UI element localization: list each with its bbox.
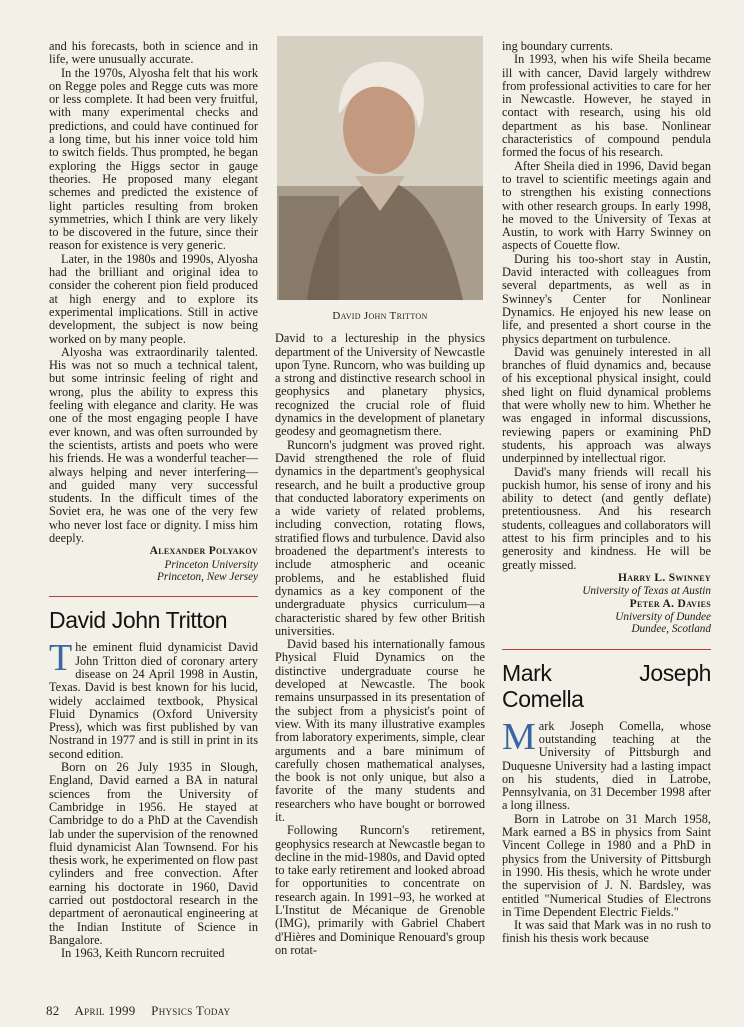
- page-footer: [46, 1003, 242, 1019]
- lead-text: ark Joseph Comella, whose outstanding teaching at the University of Pittsburgh and Duquesne University had a lasting impact on his students, died in Latrobe, Pennsylvania, on 31 December 1998 after a long illness.: [502, 718, 711, 813]
- paragraph: In 1963, Keith Runcorn recruited: [61, 946, 225, 961]
- obituary-title: David John Tritton: [49, 607, 228, 634]
- paragraph: Alyosha was extraordinarily talented. His was not so much a technical talent, but some intrinsic feeling of right and wrong, plus the ability to express this feeling with elegance and clarity. He was one of the most engaging people I have ever known, and was often surrounded by the scientists, artists and poets who were his friends. He was a wonderful teacher—always helping and never interfering—and guided many very successful students. In the difficult times of the Soviet era, he was one of the very few who never lost face or dignity. I miss him deeply.: [49, 344, 258, 545]
- paragraph: David's many friends will recall his puckish humor, his sense of irony and his ability to detect (and gently deflate) pretentiousness. And his research students, colleagues and collaborators will attest to his firm principles and to his generosity and kindness. He will be greatly missed.: [502, 464, 711, 572]
- lead-paragraph: [49, 637, 258, 761]
- obituary-title: Mark Joseph Comella: [502, 659, 711, 712]
- paragraph: In 1993, when his wife Sheila became ill with cancer, David largely withdrew from professional activities to care for her in Newcastle. However, he stayed in contact with research, using his old department as his base. Nonlinear characteristics of compound pendula formed the focus of his research.: [502, 52, 711, 160]
- paragraph: After Sheila died in 1996, David began to travel to scientific meetings again and to strengthen his existing connections with other research groups. In early 1998, he moved to the University of Texas at Austin, to work with Harry Swinney on aspects of Couette flow.: [502, 158, 711, 253]
- signature-location: Dundee, Scotland: [631, 623, 711, 636]
- paragraph: David to a lectureship in the physics department of the University of Newcastle upon Tyne. Runcorn, who was building up a strong and distinctive research school in geophysics and planetary physics, recognized the crucial role of fluid dynamics in the development of planetary geodesy and geomagnetism there.: [275, 331, 485, 439]
- paragraph: Born in Latrobe on 31 March 1958, Mark earned a BS in physics from Saint Vincent College in 1980 and a PhD in physics from the University of Pittsburgh in 1990. His thesis, which he wrote under the supervision of J. N. Bardsley, was entitled "Numerical Studies of Electrons in Time Dependent Electric Fields.": [502, 811, 711, 919]
- paragraph: David based his internationally famous Physical Fluid Dynamics on the distinctive undergraduate course he developed at Newcastle. The book remains unsurpassed in its presentation of the subject from a physicist's point of view. With its many illustrative examples from laboratory experiments, simple, clear arguments and a bare minimum of carefully chosen mathematical analyses, the book is not only unique, but also a favorite of the many students and researchers who have bought or borrowed it.: [275, 637, 485, 824]
- section-divider: [49, 596, 258, 597]
- paragraph: Born on 26 July 1935 in Slough, England, David earned a BA in natural sciences from the University of Cambridge in 1956. He stayed at Cambridge to do a PhD at the Cavendish lab under the supervision of the renowned fluid dynamicist Alan Townsend. For his thesis work, he experimented on flow past cylinders and free convection. After earning his doctorate in 1960, David carried out postdoctoral research in the department of aeronautical engineering at the Indian Institute of Science in Bangalore.: [49, 760, 258, 947]
- paragraph: Later, in the 1980s and 1990s, Alyosha had the brilliant and original idea to consider the coherent pion field produced at high energy and to explore its experimental implications. Still in active development, the subject is now being worked on by many people.: [49, 251, 258, 346]
- signature-affiliation: University of Texas at Austin: [582, 585, 711, 598]
- signature-name: Alexander Polyakov: [149, 545, 258, 558]
- section-divider: [502, 649, 711, 650]
- lead-text: he eminent fluid dynamicist David John Tritton died of coronary artery disease on 24 April 1998 in Austin, Texas. David is best known for his lucid, widely acclaimed textbook, Physical Fluid Dynamics (Oxford University Press), which was first published by van Nostrand in 1977 and is still in print in its second edition.: [49, 640, 258, 761]
- paragraph: During his too-short stay in Austin, David interacted with colleagues from several departments, as well as in Swinney's Center for Nonlinear Dynamics. He enjoyed his new lease on life, and presented a short course in the physics department on turbulence.: [502, 251, 711, 346]
- signature-affiliation: University of Dundee: [615, 610, 711, 623]
- portrait-illustration: [277, 36, 483, 300]
- signature-name: Harry L. Swinney: [617, 571, 711, 584]
- drop-cap: M: [502, 715, 536, 758]
- issue-date: April 1999: [74, 1003, 136, 1018]
- magazine-name: Physics Today: [151, 1003, 231, 1018]
- paragraph: It was said that Mark was in no rush to finish his thesis work because: [502, 918, 711, 946]
- left-column: [49, 40, 258, 961]
- drop-cap: T: [49, 637, 73, 680]
- signature-affiliation: Princeton University: [164, 558, 258, 571]
- paragraph: David was genuinely interested in all branches of fluid dynamics and, because of his exceptional physical insight, could shed light on fluid dynamical problems that were wholly new to him. Whether he was engaged in informal discussions, reviewing papers or examining PhD students, his approach was always underpinned by intellectual rigor.: [502, 344, 711, 466]
- paragraph: and his forecasts, both in science and in life, were unusually accurate.: [49, 39, 258, 67]
- middle-column: [275, 36, 485, 957]
- paragraph: ing boundary currents.: [502, 39, 613, 53]
- photo-caption: David John Tritton: [332, 310, 428, 322]
- signature-name: Peter A. Davies: [629, 597, 711, 610]
- paragraph: Runcorn's judgment was proved right. David strengthened the role of fluid dynamics in the department's geophysical research, and he built a productive group that conducted laboratory experiments on a wide variety of related problems, including convection, rotating flows, stratified flows and turbulence. David also broadened the department's interests to include atmospheric and oceanic problems, and he established fluid dynamics as a key component of the undergraduate physics curriculum—a characteristic shared by few other British universities.: [275, 437, 485, 638]
- paragraph: Following Runcorn's retirement, geophysics research at Newcastle began to decline in the mid-1980s, and David opted to take early retirement and looked abroad for opportunities to concentrate on research again. In 1991–93, he worked at L'Institut de Mécanique de Grenoble (IMG), primarily with Gabriel Chabert d'Hières and Dominique Renouard's group on rotat-: [275, 823, 485, 957]
- right-column: [502, 40, 711, 946]
- paragraph: In the 1970s, Alyosha felt that his work on Regge poles and Regge cuts was more or less complete. It had been very fruitful, with many experimental checks and predictions, and could have continued for a long time, but his inner voice told him to switch fields. Thus prompted, he began exploring the Higgs sector in gauge theories. He proposed many elegant schemes and predicted the existence of light particles resulting from broken symmetries, which I think are very likely to be discovered in the future, since their reason for existence is very generic.: [49, 65, 258, 253]
- lead-paragraph: [502, 715, 711, 813]
- portrait-photo: [277, 36, 483, 300]
- page-number: 82: [46, 1003, 60, 1018]
- signature-location: Princeton, New Jersey: [157, 570, 258, 583]
